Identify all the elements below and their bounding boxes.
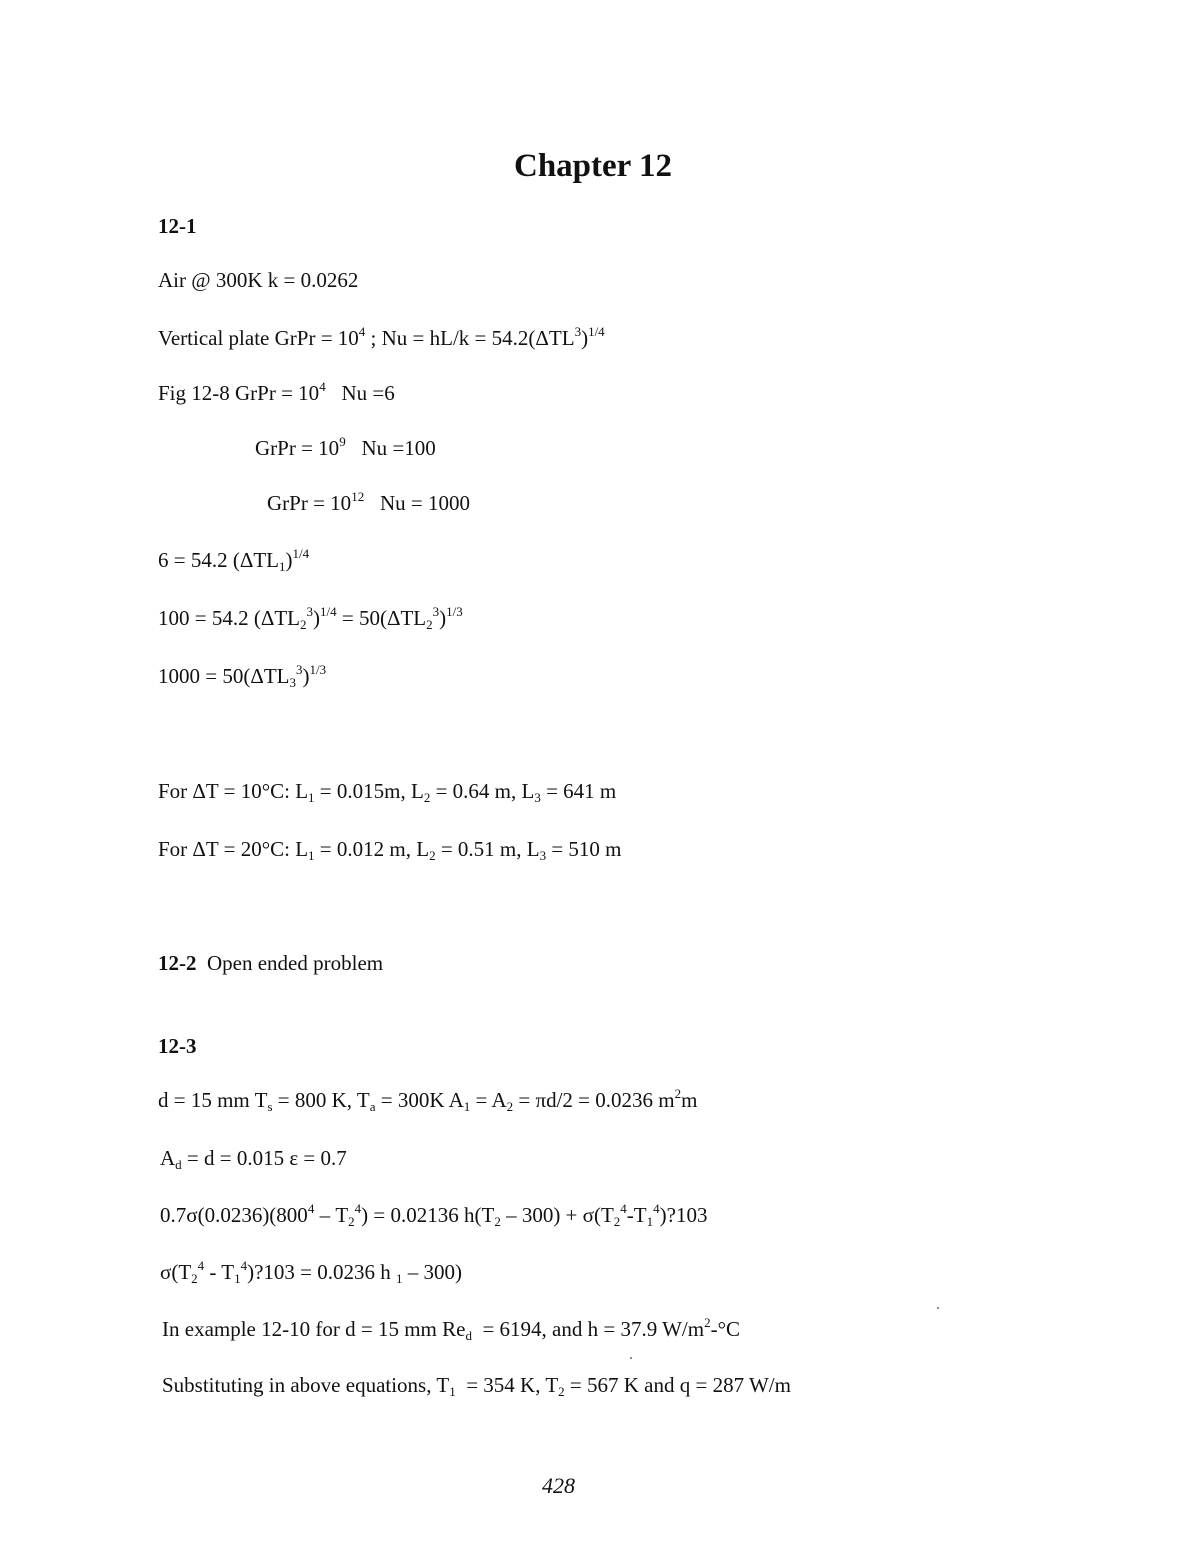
scan-speck [937,1307,939,1309]
equation-l1: 6 = 54.2 $(\Delta TL_1)^{1/4}$ [158,546,310,574]
problem-heading-12-3: 12-3 [158,1034,197,1058]
problem-heading-12-1: 12-1 [158,214,197,238]
result-dt-10: For ΔT = 10°C: $L_1 = 0.015m$, $L_2 = 0.64$ m, $L_3 = 641$ m [158,779,617,805]
result-dt-20: For ΔT = 20°C: $L_1 = 0.012$ m, $L_2 = 0.51$ m, $L_3 = 510$ m [158,837,622,863]
chapter-title: Chapter 12 [514,148,672,184]
scan-speck [630,1357,632,1359]
vertical-plate-line: Vertical plate GrPr = $10^4$ ; $Nu = hL/k = 54.2(\Delta TL^3)^{1/4}$ [158,324,605,350]
page-number: 428 [542,1473,575,1498]
area-emissivity-line: $A_d = d = 0.015$ ε = 0.7 [160,1146,347,1172]
grpr-1e9-line: GrPr = $10^9$ Nu =100 [255,434,436,460]
result-line: Substituting in above equations, $T_1 = 354$ K, $T_2 = 567$ K and q = 287 W/m [162,1373,791,1399]
given-values-line: d = 15 mm $T_s = 800$ K, $T_a = 300K$ $A_1 = A_2 = \pi d/2 = 0.0236$ $m^2m$ [158,1086,698,1114]
open-ended-text: Open ended problem [196,951,384,975]
example-reference-line: In example 12-10 for d = 15 mm $Re_d = 6194$, and h = 37.9 $W/m^2-^\circ C$ [162,1315,740,1343]
grpr-1e12-line: GrPr = $10^{12}$ Nu = 1000 [267,489,470,515]
air-properties-line: Air @ 300K k = 0.0262 [158,268,359,292]
problem-heading-12-2: 12-2 [158,951,197,975]
problem-12-2-line [158,953,383,974]
equation-l2: 100 = 54.2 $(\Delta TL_2^3)^{1/4} = 50(\Delta TL_2^3)^{1/3}$ [158,604,463,632]
energy-balance-eq2: $\sigma(T_2^4$ - $T_1^4)?103 = 0.0236$ h $_1$ – 300) [160,1258,463,1286]
fig-12-8-line: Fig 12-8 GrPr = $10^4$ Nu =6 [158,379,395,405]
energy-balance-eq1: $0.7\sigma(0.0236)(800^4 - T_2^4) = 0.02136$ $h(T_2 - 300)$ + $\sigma(T_2^4-T_1^4)?103$ [160,1201,708,1229]
equation-l3: $1000 = 50(\Delta TL_3^3)^{1/3}$ [158,662,327,690]
